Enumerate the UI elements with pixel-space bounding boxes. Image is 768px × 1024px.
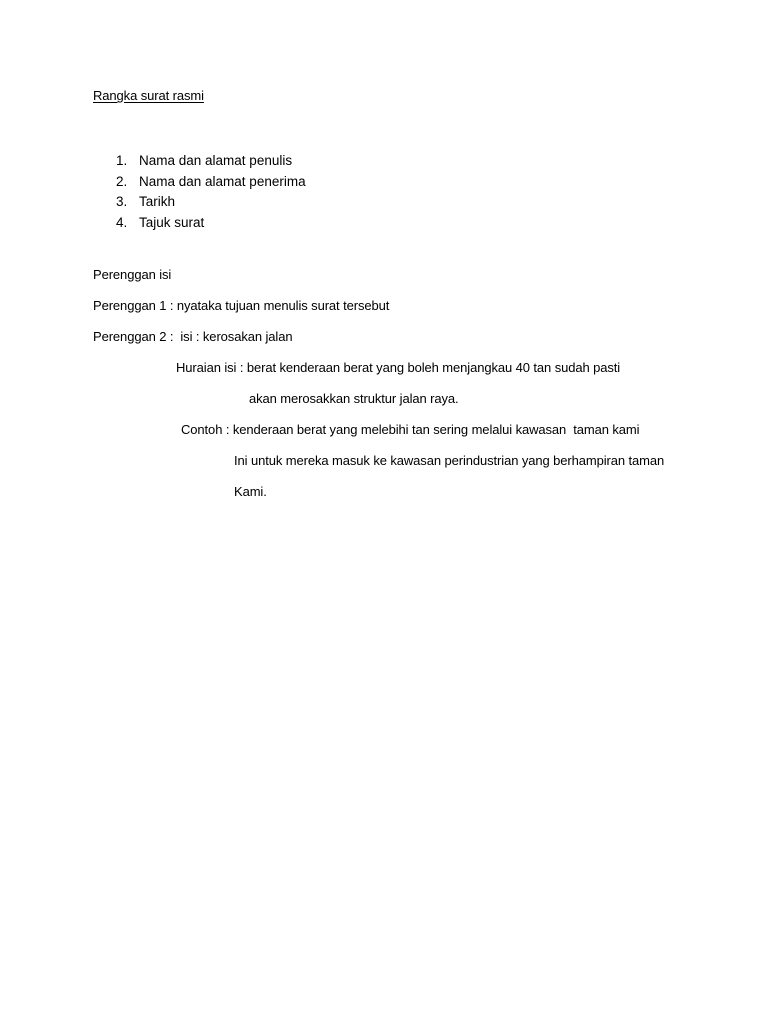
list-text: Nama dan alamat penulis (139, 153, 293, 168)
perenggan-1-text: Perenggan 1 : nyataka tujuan menulis surat tersebut (93, 298, 390, 313)
contoh-line-3: Kami. (234, 484, 267, 499)
list-number: 4. (116, 214, 128, 230)
contoh-line-2: Ini untuk mereka masuk ke kawasan perindustrian yang berhampiran taman (234, 453, 665, 468)
huraian-line-1: Huraian isi : berat kenderaan berat yang boleh menjangkau 40 tan sudah pasti (176, 360, 621, 375)
list-text: Tajuk surat (139, 214, 205, 230)
document-title: Rangka surat rasmi (93, 88, 204, 103)
contoh-line-1: Contoh : kenderaan berat yang melebihi tan sering melalui kawasan taman kami (181, 422, 640, 437)
list-number: 1. (116, 153, 128, 168)
list-text: Tarikh (139, 194, 176, 209)
huraian-line-2: akan merosakkan struktur jalan raya. (249, 391, 459, 406)
list-number: 3. (116, 194, 128, 209)
list-number: 2. (116, 173, 128, 189)
list-text: Nama dan alamat penerima (139, 173, 306, 189)
perenggan-2-text: Perenggan 2 : isi : kerosakan jalan (93, 329, 293, 344)
perenggan-heading: Perenggan isi (93, 267, 172, 282)
